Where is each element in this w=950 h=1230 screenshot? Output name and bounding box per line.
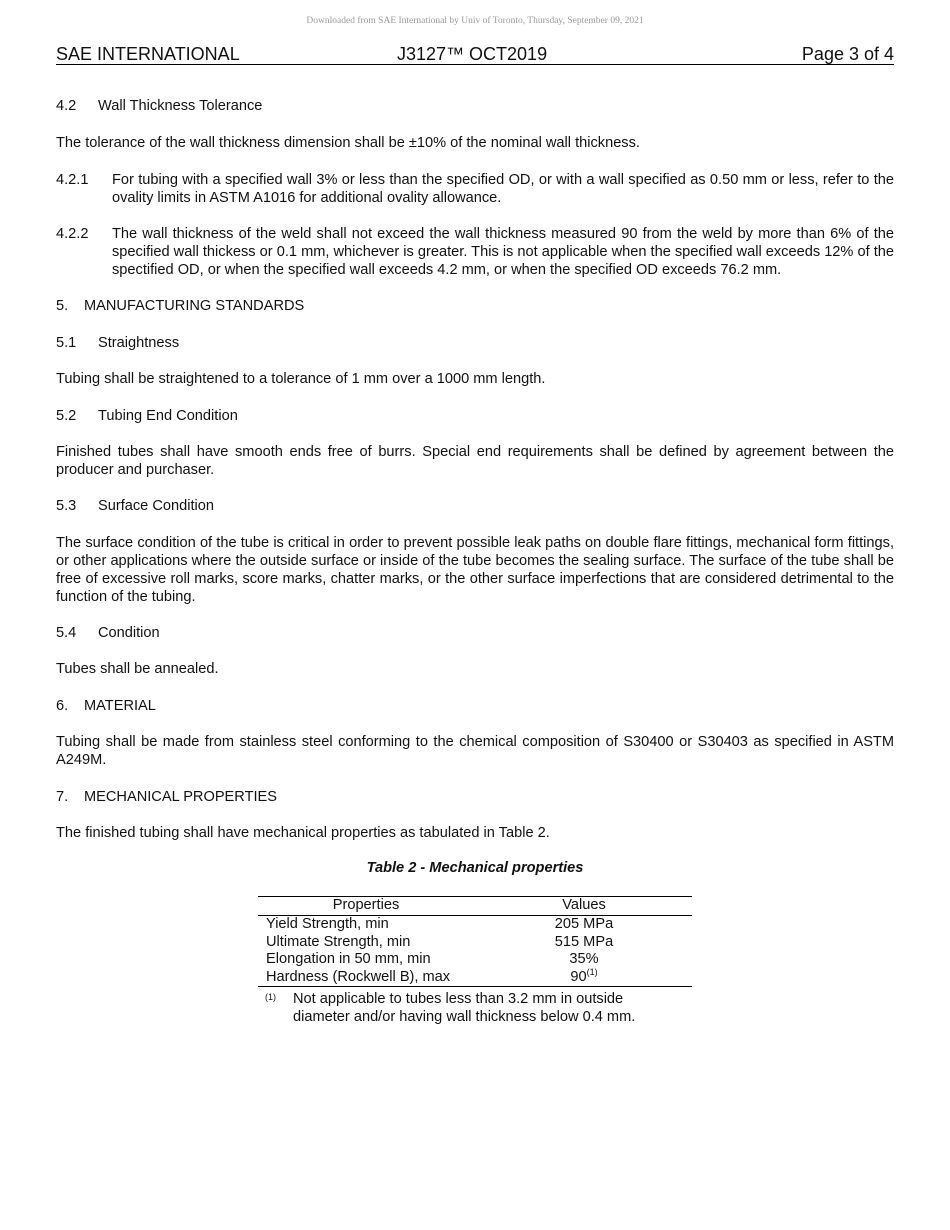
- footnote-line: diameter and/or having wall thickness below 0.4 mm.: [293, 1009, 636, 1025]
- value-cell: 515 MPa: [554, 933, 614, 950]
- section-6-body: Tubing shall be made from stainless steel conforming to the chemical composition of S30400 or S30403 as specified in ASTM A249M.: [56, 734, 894, 768]
- section-title: MECHANICAL PROPERTIES: [84, 789, 278, 805]
- section-title: Straightness: [98, 335, 180, 351]
- property-cell: Yield Strength, min: [266, 916, 389, 932]
- header-doc-id: J3127™ OCT2019: [397, 44, 548, 64]
- item-text: The wall thickness of the weld shall not exceed the wall thickness measured 90 from the weld by more than 6% of the specified wall thickess or 0.1 mm, whichever is greater. This is not applicable when the specified wall exceeds 12% of the spectified OD, or when the specified wall exceeds 4.2 mm, or when the specified OD exceeds 76.2 mm.: [112, 226, 894, 278]
- table-row: [258, 916, 692, 934]
- value-cell: [509, 966, 659, 987]
- section-4-2-body: The tolerance of the wall thickness dimension shall be ±10% of the nominal wall thickness.: [56, 135, 640, 151]
- table-header-row: [258, 896, 692, 916]
- section-5-3-heading: [56, 497, 894, 515]
- section-6-heading: [56, 697, 894, 715]
- property-cell: Hardness (Rockwell B), max: [266, 968, 451, 985]
- table-row: [258, 966, 692, 988]
- section-5-4-heading: [56, 624, 894, 642]
- section-5-heading: [56, 297, 894, 315]
- table-row: [258, 951, 692, 969]
- section-number: 5.1: [56, 335, 77, 351]
- item-number: 4.2.1: [56, 172, 89, 188]
- item-4-2-1: [56, 171, 894, 207]
- section-5-2-heading: [56, 407, 894, 425]
- section-5-1-heading: [56, 334, 894, 352]
- item-4-2-2: [56, 225, 894, 279]
- section-title: Wall Thickness Tolerance: [98, 98, 263, 114]
- footnote-reference: (1): [586, 966, 598, 977]
- header-org: SAE INTERNATIONAL: [56, 44, 240, 64]
- section-number: 6.: [56, 698, 69, 714]
- section-5-4-body: Tubes shall be annealed.: [56, 661, 219, 677]
- section-number: 5.4: [56, 625, 77, 641]
- column-header-values: Values: [562, 897, 606, 913]
- table-caption: Table 2 - Mechanical properties: [366, 860, 584, 876]
- mechanical-properties-table: [258, 896, 692, 1026]
- section-5-1-body: Tubing shall be straightened to a tolerance of 1 mm over a 1000 mm length.: [56, 371, 546, 387]
- column-header-properties: Properties: [332, 897, 400, 913]
- section-title: Surface Condition: [98, 498, 215, 514]
- table-row: [258, 934, 692, 952]
- section-number: 7.: [56, 789, 69, 805]
- download-notice: Downloaded from SAE International by Univ of Toronto, Thursday, September 09, 2021: [306, 16, 644, 26]
- table-footnote: [258, 990, 692, 1026]
- section-5-2-body: Finished tubes shall have smooth ends free of burrs. Special end requirements shall be defined by agreement between the producer and purchaser.: [56, 444, 894, 478]
- property-cell: Elongation in 50 mm, min: [266, 951, 431, 967]
- value-text: 90: [570, 968, 587, 985]
- section-number: 5.2: [56, 408, 77, 424]
- footnote-mark: (1): [265, 992, 276, 1002]
- section-number: 4.2: [56, 98, 77, 114]
- section-title: MANUFACTURING STANDARDS: [84, 298, 305, 314]
- footnote-line: Not applicable to tubes less than 3.2 mm in outside: [293, 991, 624, 1007]
- section-5-3-body: The surface condition of the tube is critical in order to prevent possible leak paths on double flare fittings, mechanical form fittings, or other applications where the outside surface or inside of the tube becomes the sealing surface. The surface of the tube shall be free of excessive roll marks, score marks, chatter marks, or the other surface imperfections that are considered detrimental to the function of the tubing.: [56, 535, 894, 605]
- section-number: 5.3: [56, 498, 77, 514]
- section-title: Condition: [98, 625, 160, 641]
- section-4-2-heading: [56, 97, 894, 115]
- section-7-heading: [56, 788, 894, 806]
- section-number: 5.: [56, 298, 69, 314]
- value-cell: 35%: [569, 951, 599, 967]
- section-title: MATERIAL: [84, 698, 156, 714]
- section-7-body: The finished tubing shall have mechanical properties as tabulated in Table 2.: [56, 825, 550, 841]
- value-cell: 205 MPa: [554, 916, 614, 932]
- header-page-number: Page 3 of 4: [801, 44, 894, 64]
- page-header: [56, 44, 894, 65]
- section-title: Tubing End Condition: [98, 408, 238, 424]
- property-cell: Ultimate Strength, min: [266, 933, 411, 950]
- item-text: For tubing with a specified wall 3% or less than the specified OD, or with a wall specified as 0.50 mm or less, refer to the ovality limits in ASTM A1016 for additional ovality allowance.: [112, 172, 894, 206]
- item-number: 4.2.2: [56, 226, 89, 242]
